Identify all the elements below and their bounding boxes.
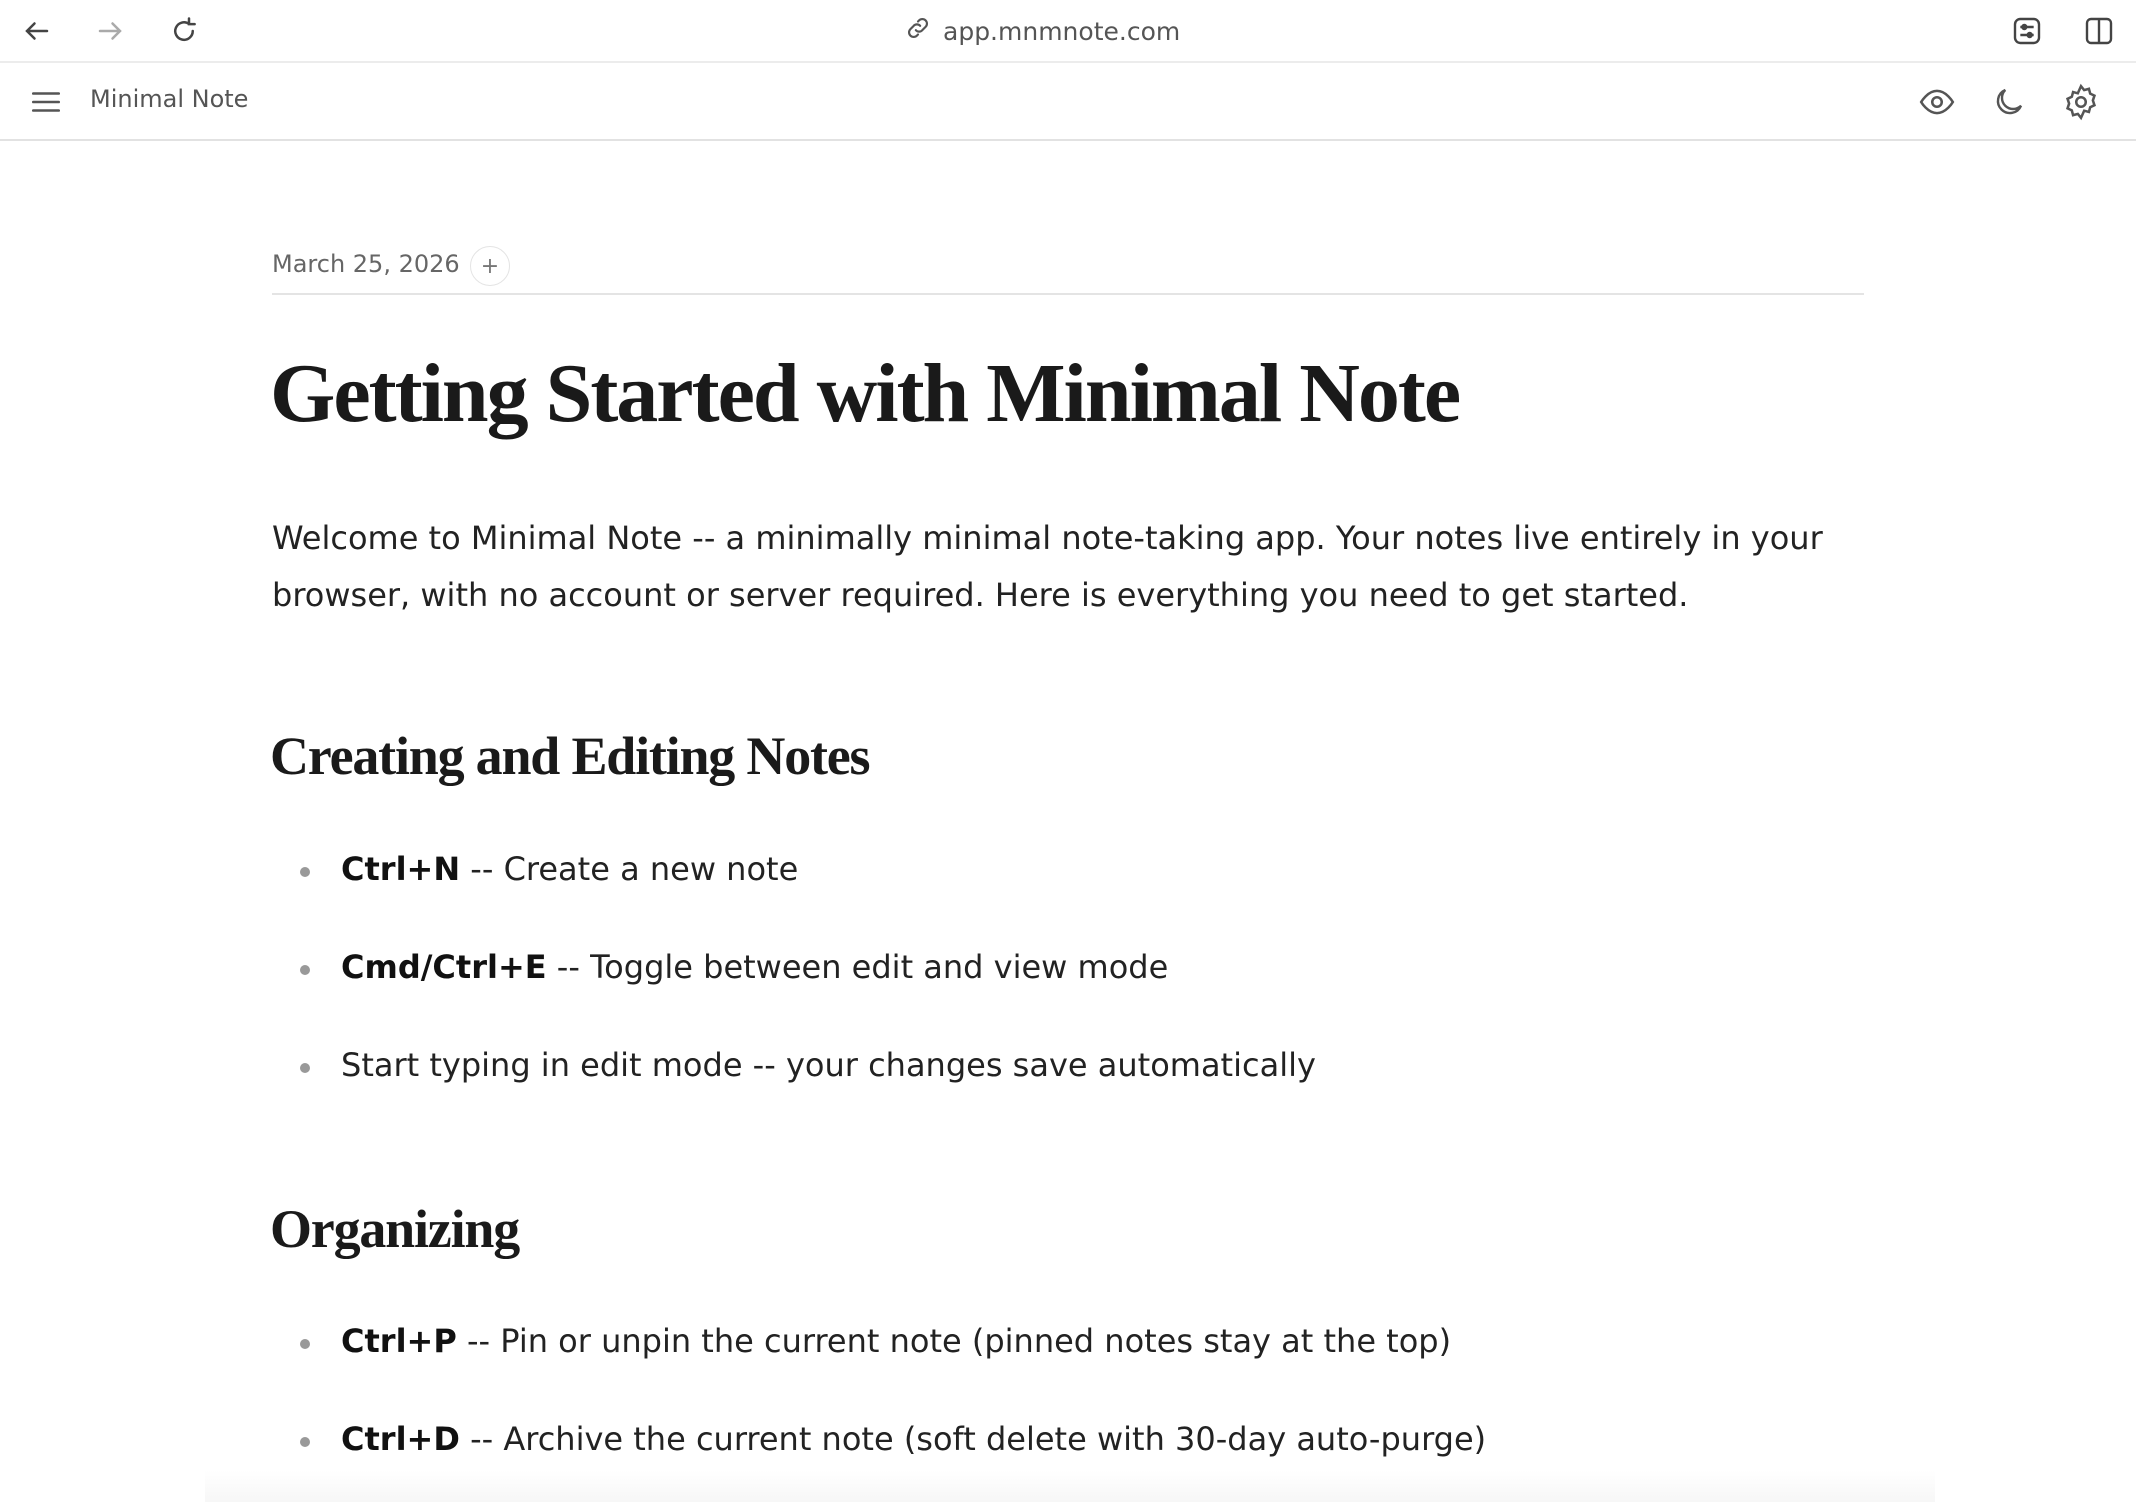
list-item-text: -- Archive the current note (soft delete with 30-day auto-purge) <box>459 1420 1487 1458</box>
link-icon <box>905 15 931 47</box>
url-text: app.mnmnote.com <box>943 16 1181 46</box>
bottom-fade <box>205 1470 1935 1502</box>
intro-paragraph: Welcome to Minimal Note -- a minimally minimal note-taking app. Your notes live entirely in your browser, with no account or server required. Here is everything you need to get started. <box>272 519 1823 614</box>
view-mode-eye-icon[interactable] <box>1918 83 1956 121</box>
shortcut-key: Ctrl+N <box>341 850 461 888</box>
shortcut-key: Ctrl+D <box>341 1420 460 1458</box>
list-item <box>341 1420 1486 1458</box>
app-header <box>0 63 2136 141</box>
back-icon[interactable] <box>20 14 54 48</box>
section-heading: Organizing <box>270 1199 520 1259</box>
list-item-text: -- Create a new note <box>460 850 799 888</box>
section-heading: Creating and Editing Notes <box>270 726 870 786</box>
list-item <box>341 1322 1451 1360</box>
list-item <box>341 1046 1316 1084</box>
note-date: March 25, 2026 <box>272 250 460 278</box>
divider <box>272 293 1864 295</box>
add-tag-button[interactable]: + <box>470 246 510 286</box>
list-item <box>341 948 1168 986</box>
sidebar-toggle-icon[interactable] <box>2082 14 2116 48</box>
address-bar[interactable] <box>905 14 1180 48</box>
list-item-text: -- Pin or unpin the current note (pinned notes stay at the top) <box>456 1322 1452 1360</box>
shortcut-key: Cmd/Ctrl+E <box>341 948 547 986</box>
list-item-text: -- Toggle between edit and view mode <box>546 948 1169 986</box>
menu-icon[interactable] <box>27 83 65 121</box>
dark-mode-moon-icon[interactable] <box>1990 83 2028 121</box>
app-title: Minimal Note <box>90 85 249 113</box>
browser-toolbar <box>0 0 2136 63</box>
list-item <box>341 850 798 888</box>
shortcut-key: Ctrl+P <box>341 1322 457 1360</box>
note-title: Getting Started with Minimal Note <box>270 347 1460 440</box>
extensions-icon[interactable] <box>2010 14 2044 48</box>
list-item-text: Start typing in edit mode -- your changes save automatically <box>341 1046 1316 1084</box>
forward-icon[interactable] <box>93 14 127 48</box>
settings-gear-icon[interactable] <box>2062 83 2100 121</box>
reload-icon[interactable] <box>167 14 201 48</box>
